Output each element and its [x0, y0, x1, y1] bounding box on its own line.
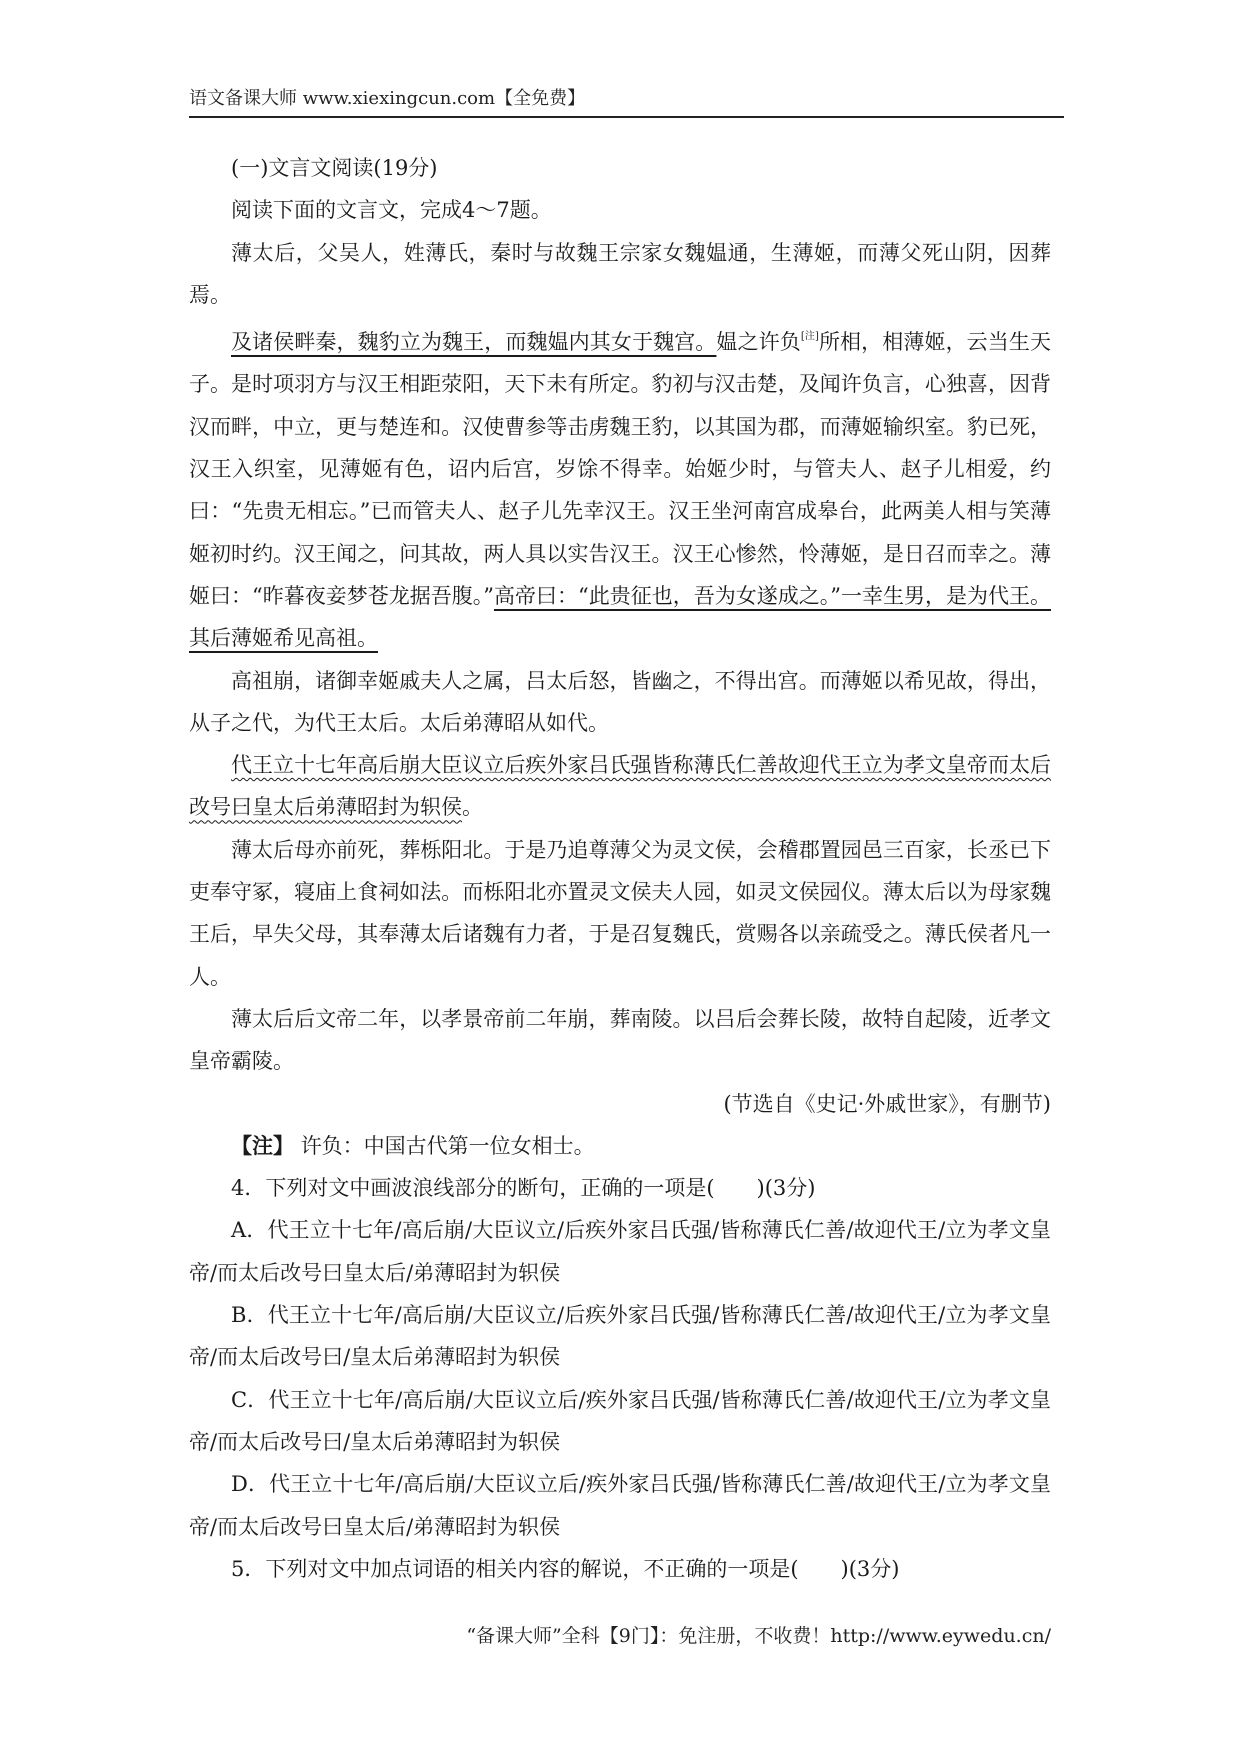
instruction: 阅读下面的文言文，完成4～7题。 [231, 198, 552, 223]
section-title: (一)文言文阅读(19分) [231, 156, 438, 180]
passage-paragraph-3: 高祖崩，诸御幸姬戚夫人之属，吕太后怒，皆幽之，不得出宫。而薄姬以希见故，得出，从子之代，为代王太后。太后弟薄昭从如代。 [189, 668, 1051, 735]
question-4-option-c: C．代王立十七年/高后崩/大臣议立后/疾外家吕氏强/皆称薄氏仁善/故迎代王/立为孝文皇帝/而太后改号曰/皇太后弟薄昭封为轵侯 [189, 1387, 1051, 1454]
passage-text: 。 [462, 795, 483, 820]
document-body [189, 147, 1051, 1590]
annotation-note [189, 1125, 1051, 1167]
question-4-option-a: A．代王立十七年/高后崩/大臣议立/后疾外家吕氏强/皆称薄氏仁善/故迎代王/立为孝文皇帝/而太后改号曰皇太后/弟薄昭封为轵侯 [189, 1218, 1051, 1285]
wavy-underlined-passage: 代王立十七年高后崩大臣议立后疾外家吕氏强皆称薄氏仁善故迎代王立为孝文皇帝而太后改号曰皇太后弟薄昭封为轵侯 [189, 753, 1051, 820]
passage-paragraph-2 [189, 316, 1051, 659]
passage-paragraph-5: 薄太后母亦前死，葬栎阳北。于是乃追尊薄父为灵文侯，会稽郡置园邑三百家，长丞已下吏奉守冢，寝庙上食祠如法。而栎阳北亦置灵文侯夫人园，如灵文侯园仪。薄太后以为母家魏王后，早失父母，其奉薄太后诸魏有力者，于是召复魏氏，赏赐各以亲疏受之。薄氏侯者凡一人。 [189, 837, 1051, 989]
passage-text: 媪之许负 [716, 330, 801, 355]
passage-paragraph-6: 薄太后后文帝二年，以孝景帝前二年崩，葬南陵。以吕后会葬长陵，故特自起陵，近孝文皇帝霸陵。 [189, 1006, 1051, 1074]
note-label: 【注】 [231, 1132, 294, 1158]
underlined-sentence-2: 高帝曰：“此贵征也，吾为女遂成之。”一幸生男，是为代王。其后薄姬希见高祖。 [189, 583, 1051, 651]
question-4-option-b: B．代王立十七年/高后崩/大臣议立/后疾外家吕氏强/皆称薄氏仁善/故迎代王/立为孝文皇帝/而太后改号曰/皇太后弟薄昭封为轵侯 [189, 1303, 1051, 1370]
question-5-stem: 5．下列对文中加点词语的相关内容的解说，不正确的一项是( )(3分) [231, 1556, 900, 1581]
passage-paragraph-1: 薄太后，父吴人，姓薄氏，秦时与故魏王宗家女魏媪通，生薄姬，而薄父死山阴，因葬焉。 [189, 240, 1051, 307]
question-4-option-d: D．代王立十七年/高后崩/大臣议立后/疾外家吕氏强/皆称薄氏仁善/故迎代王/立为孝文皇帝/而太后改号曰皇太后/弟薄昭封为轵侯 [189, 1472, 1051, 1539]
underlined-sentence-1: 及诸侯畔秦，魏豹立为魏王，而魏媪内其女于魏宫。 [231, 330, 717, 355]
page-footer: “备课大师”全科【9门】：免注册，不收费！http://www.eywedu.cn/ [466, 1625, 1051, 1647]
note-marker: [注] [800, 331, 819, 343]
passage-paragraph-4 [189, 744, 1051, 829]
passage-text: 所相，相薄姬，云当生天子。是时项羽方与汉王相距荥阳，天下未有所定。豹初与汉击楚，及闻许负言，心独喜，因背汉而畔，中立，更与楚连和。汉使曹参等击虏魏王豹，以其国为郡，而薄姬输织室。豹已死，汉王入织室，见薄姬有色，诏内后宫，岁馀不得幸。始姬少时，与管夫人、赵子儿相爱，约曰：“先贵无相忘。”已而管夫人、赵子儿先幸汉王。汉王坐河南宫成皋台，此两美人相与笑薄姬初时约。汉王闻之，问其故，两人具以实告汉王。汉王心惨然，怜薄姬，是日召而幸之。薄姬曰：“昨暮夜妾梦苍龙据吾腹。” [189, 330, 1051, 608]
header-text: 语文备课大师 www.xiexingcun.com【全免费】 [189, 88, 586, 109]
source-citation: (节选自《史记·外戚世家》，有删节) [723, 1091, 1051, 1116]
page-header [189, 86, 1064, 118]
note-text: 许负：中国古代第一位女相士。 [300, 1133, 595, 1158]
question-4-stem: 4．下列对文中画波浪线部分的断句，正确的一项是( )(3分) [231, 1176, 816, 1201]
